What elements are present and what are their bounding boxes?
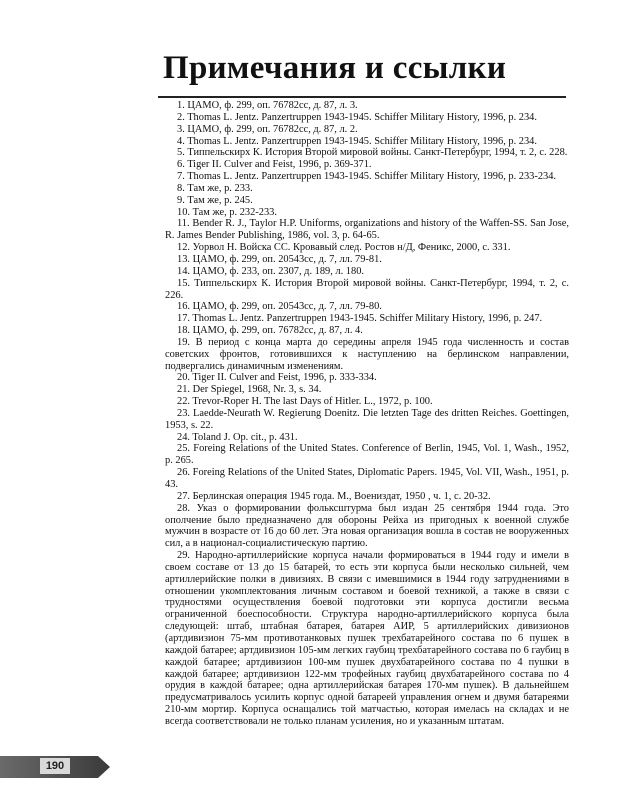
note-7: 7. Thomas L. Jentz. Panzertruppen 1943-1945. Schiffer Military History, 1996, p. 233-234. bbox=[177, 171, 557, 183]
note-15: 15. Типпельскирх К. История Второй мировой войны. Санкт-Петербург, 1994, т. 2, с. 226. bbox=[165, 277, 569, 301]
note-25: 25. Foreing Relations of the United States. Conference of Berlin, 1945, Vol. 1, Wash., 1952, p. 265. bbox=[165, 443, 569, 467]
note-17: 17. Thomas L. Jentz. Panzertruppen 1943-1945. Schiffer Military History, 1996, p. 247. bbox=[177, 313, 543, 325]
note-9: 9. Там же, р. 245. bbox=[177, 194, 253, 206]
note-14: 14. ЦАМО, ф. 233, оп. 2307, д. 189, л. 180. bbox=[177, 265, 364, 277]
note-24: 24. Toland J. Op. cit., p. 431. bbox=[177, 431, 298, 443]
note-13: 13. ЦАМО, ф. 299, оп. 20543сс, д. 7, лл. 79-81. bbox=[177, 253, 382, 265]
note-1: 1. ЦАМО, ф. 299, оп. 76782сс, д. 87, л. 3. bbox=[177, 100, 358, 111]
page-number: 190 bbox=[40, 758, 70, 774]
note-20: 20. Tiger II. Culver and Feist, 1996, p. 333-334. bbox=[177, 372, 377, 384]
note-27: 27. Берлинская операция 1945 года. М., Воениздат, 1950 , ч. 1, с. 20-32. bbox=[177, 490, 491, 502]
title-divider bbox=[158, 96, 566, 98]
note-6: 6. Tiger II. Culver and Feist, 1996, p. 369-371. bbox=[177, 159, 372, 171]
notes-list bbox=[165, 100, 569, 728]
note-10: 10. Там же, р. 232-233. bbox=[177, 206, 277, 218]
note-5: 5. Типпельскирх К. История Второй мировой войны. Санкт-Петербург, 1994, т. 2, с. 228. bbox=[177, 147, 568, 159]
note-18: 18. ЦАМО, ф. 299, оп. 76782сс, д. 87, л. 4. bbox=[177, 325, 363, 337]
note-2: 2. Thomas L. Jentz. Panzertruppen 1943-1945. Schiffer Military History, 1996, p. 234. bbox=[177, 111, 537, 123]
note-26: 26. Foreing Relations of the United States, Diplomatic Papers. 1945, Vol. VII, Wash., 1951, p. 43. bbox=[165, 467, 569, 490]
note-29: 29. Народно-артиллерийские корпуса начали формироваться в 1944 году и имели в своем составе от 13 до 15 батарей, то есть эти корпуса были несколько сильней, чем артиллерийские полки в дивизиях. В связи с имевшимися в 1944 году затруднениями в отношении укомплектования личным составом и боевой техникой, а также в связи с трудностями осуществления боевой подготовки эти корпуса достигли весьма ограниченной боеспособности. Структура народно-артиллерийского корпуса была следующей: штаб, штабная батарея, батарея АИР, 5 артиллерийских дивизионов (артдивизион 75-мм противотанковых пушек трехбатарейного состава по 6 пушек в каждой батарее; артдивизион 105-мм легких гаубиц трехбатарейного состава по 6 гаубиц в каждой батарее; артдивизион 100-мм пушек двухбатарейного состава по 4 пушки в каждой батарее; артдивизион 122-мм трофейных гаубиц двухбатарейного состава по 4 орудия в каждой батарее; одна артиллерийская батарея 170-мм пушек). В дальнейшем предусматривалось усилить корпус одной батареей управления огнем и двумя батареями 210-мм мортир. Корпуса оснащались той матчастью, которая имелась на складах и не всегда соответствовали не только планам усиления, но и указанным штатам. bbox=[165, 550, 569, 727]
note-4: 4. Thomas L. Jentz. Panzertruppen 1943-1945. Schiffer Military History, 1996, p. 234. bbox=[177, 135, 537, 147]
note-19: 19. В период с конца марта до середины апреля 1945 года численность и состав советских фронтов, готовившихся к наступлению на берлинском направлении, подвергались динамичным изменениям. bbox=[165, 336, 569, 372]
note-3: 3. ЦАМО, ф. 299, оп. 76782сс, д. 87, л. 2. bbox=[177, 123, 358, 135]
note-28: 28. Указ о формировании фольксштурма был издан 25 сентября 1944 года. Это ополчение было предназначено для обороны Рейха из пригодных к военной службе мужчин в возрасте от 16 до 60 лет. Эта новая организация вошла в состав не вооруженных сил, а в национал-социалистическую партию. bbox=[165, 502, 569, 550]
note-16: 16. ЦАМО, ф. 299, оп. 20543сс, д. 7, лл. 79-80. bbox=[177, 301, 382, 313]
note-12: 12. Уорвол Н. Войска СС. Кровавый след. Ростов н/Д, Феникс, 2000, с. 331. bbox=[177, 242, 511, 254]
note-11: 11. Bender R. J., Taylor H.P. Uniforms, organizations and history of the Waffen-SS. San Jose, R. James Bender Publishing, 1986, vol. 3, p. 64-65. bbox=[165, 218, 569, 242]
note-8: 8. Там же, р. 233. bbox=[177, 182, 253, 194]
note-22: 22. Trevor-Roper H. The last Days of Hitler. L., 1972, p. 100. bbox=[177, 396, 433, 408]
note-21: 21. Der Spiegel, 1968, Nr. 3, s. 34. bbox=[177, 384, 322, 396]
note-23: 23. Laedde-Neurath W. Regierung Doenitz. Die letzten Tage des dritten Reiches. Goettingen, 1953, s. 22. bbox=[165, 407, 569, 431]
page-title: Примечания и ссылки bbox=[163, 50, 507, 86]
